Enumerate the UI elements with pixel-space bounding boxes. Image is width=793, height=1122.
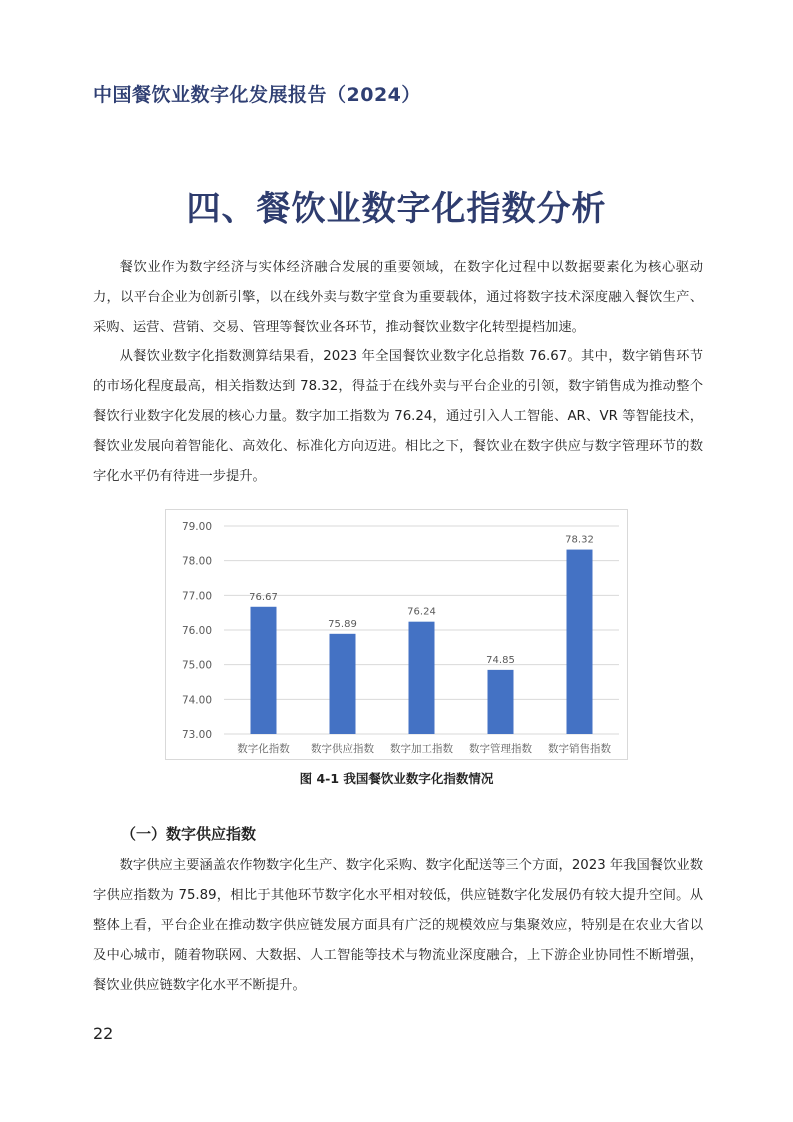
x-category-label: 数字加工指数 [390, 743, 453, 755]
y-tick-label: 74.00 [181, 694, 212, 707]
section-title: 四、餐饮业数字化指数分析 [186, 189, 607, 229]
bar-chart [166, 510, 627, 759]
y-tick-label: 75.00 [181, 659, 212, 672]
figure-caption: 图 4-1 我国餐饮业数字化指数情况 [299, 771, 494, 786]
x-category-label: 数字管理指数 [469, 743, 532, 755]
bar-value-label: 76.67 [249, 591, 278, 603]
bar-3 [409, 622, 435, 734]
paragraph-supply-index: 数字供应主要涵盖农作物数字化生产、数字化采购、数字化配送等三个方面，2023 年我国餐饮业数字供应指数为 75.89，相比于其他环节数字化水平相对较低，供应链数字化发展仍有较大提升空间。从整体上看，平台企业在推动数字供应链发展方面具有广泛的规模效应与集聚效应，特别是在农业大省以及中心城市，随着物联网、大数据、人工智能等技术与物流业深度融合，上下游企业协同性不断增强，餐饮业供应链数字化水平不断提升。 [93, 858, 703, 993]
paragraph-index-results: 从餐饮业数字化指数测算结果看，2023 年全国餐饮业数字化总指数 76.67。其中，数字销售环节的市场化程度最高，相关指数达到 78.32，得益于在线外卖与平台企业的引领，数字销售成为推动整个餐饮行业数字化发展的核心力量。数字加工指数为 76.24，通过引入人工智能、AR、VR 等智能技术，餐饮业发展向着智能化、高效化、标准化方向迈进。相比之下，餐饮业在数字供应与数字管理环节的数字化水平仍有待进一步提升。 [93, 349, 703, 484]
bar-value-label: 74.85 [486, 654, 515, 666]
bar-2 [330, 634, 356, 734]
page-number: 22 [93, 1024, 114, 1043]
y-tick-label: 79.00 [181, 521, 212, 533]
bar-value-label: 76.24 [407, 606, 436, 618]
x-category-label: 数字销售指数 [548, 743, 611, 755]
paragraph-intro: 餐饮业作为数字经济与实体经济融合发展的重要领域，在数字化过程中以数据要素化为核心驱动力，以平台企业为创新引擎，以在线外卖与数字堂食为重要载体，通过将数字技术深度融入餐饮生产、采购、运营、营销、交易、管理等餐饮业各环节，推动餐饮业数字化转型提档加速。 [93, 260, 703, 335]
y-tick-label: 76.00 [181, 625, 212, 637]
x-category-label: 数字化指数 [237, 743, 290, 755]
report-running-header: 中国餐饮业数字化发展报告（2024） [93, 84, 421, 106]
bar-chart-container [165, 509, 628, 760]
bar-value-label: 78.32 [565, 534, 594, 546]
y-tick-label: 77.00 [181, 590, 212, 603]
y-tick-label: 73.00 [181, 729, 212, 741]
subsection-heading: （一）数字供应指数 [121, 825, 257, 843]
bar-5 [567, 550, 593, 734]
bar-1 [251, 607, 277, 734]
x-category-label: 数字供应指数 [311, 743, 374, 755]
y-tick-label: 78.00 [181, 555, 212, 568]
bar-value-label: 75.89 [328, 618, 357, 630]
bar-4 [488, 670, 514, 734]
